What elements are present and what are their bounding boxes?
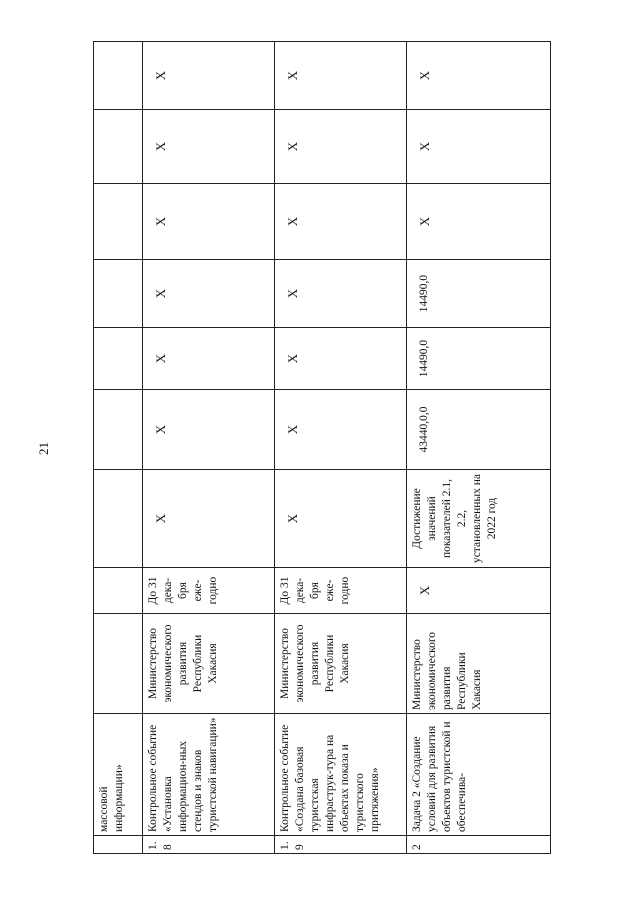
result: X xyxy=(275,470,407,568)
value-cell: X xyxy=(407,184,551,260)
responsible: Министерство экономического развития Республики Хакасия xyxy=(275,614,407,714)
deadline xyxy=(94,568,143,614)
table-row xyxy=(94,42,143,854)
event-name: Контрольное событие «Установка информацион-ных стендов и знаков туристской навигации» xyxy=(143,714,275,836)
deadline: До 31 дека-бря еже-годно xyxy=(143,568,275,614)
value-cell: X xyxy=(143,184,275,260)
table-row xyxy=(275,42,407,854)
responsible xyxy=(94,614,143,714)
event-name: массовой информации» xyxy=(94,714,143,836)
program-table xyxy=(93,41,551,854)
deadline: X xyxy=(407,568,551,614)
value-cell: X xyxy=(143,42,275,110)
value-cell xyxy=(94,390,143,470)
value-cell: X xyxy=(275,110,407,184)
value-cell: X xyxy=(275,260,407,328)
value-cell: 14490,0 xyxy=(407,328,551,390)
value-cell xyxy=(94,42,143,110)
value-cell xyxy=(94,260,143,328)
value-cell xyxy=(94,328,143,390)
row-number: 1.8 xyxy=(143,836,275,854)
value-cell: X xyxy=(143,390,275,470)
value-cell: X xyxy=(143,110,275,184)
table-row xyxy=(143,42,275,854)
program-table-wrapper xyxy=(93,42,511,854)
row-number xyxy=(94,836,143,854)
event-name: Задача 2 «Создание условий для развития объектов туристской и обеспечива- xyxy=(407,714,551,836)
result: Достижение значений показателей 2.1, 2.2, установленных на 2022 год xyxy=(407,470,551,568)
value-cell: X xyxy=(407,42,551,110)
row-number: 2 xyxy=(407,836,551,854)
page-number: 21 xyxy=(36,442,51,455)
result: X xyxy=(143,470,275,568)
result xyxy=(94,470,143,568)
value-cell: X xyxy=(275,42,407,110)
value-cell xyxy=(94,110,143,184)
responsible: Министерство экономического развития Республики Хакасия xyxy=(143,614,275,714)
value-cell: X xyxy=(275,390,407,470)
value-cell: X xyxy=(275,328,407,390)
value-cell: X xyxy=(143,260,275,328)
event-name: Контрольное событие «Создана базовая туристская инфраструк-тура на объектах показа и туристского притяжения» xyxy=(275,714,407,836)
value-cell: 14490,0 xyxy=(407,260,551,328)
value-cell: X xyxy=(275,184,407,260)
value-cell: 43440,0,0 xyxy=(407,390,551,470)
value-cell: X xyxy=(143,328,275,390)
value-cell xyxy=(94,184,143,260)
row-number: 1.9 xyxy=(275,836,407,854)
deadline: До 31 дека-бря еже-годно xyxy=(275,568,407,614)
table-row xyxy=(407,42,551,854)
value-cell: X xyxy=(407,110,551,184)
responsible: Министерство экономического развития Республики Хакасия xyxy=(407,614,551,714)
